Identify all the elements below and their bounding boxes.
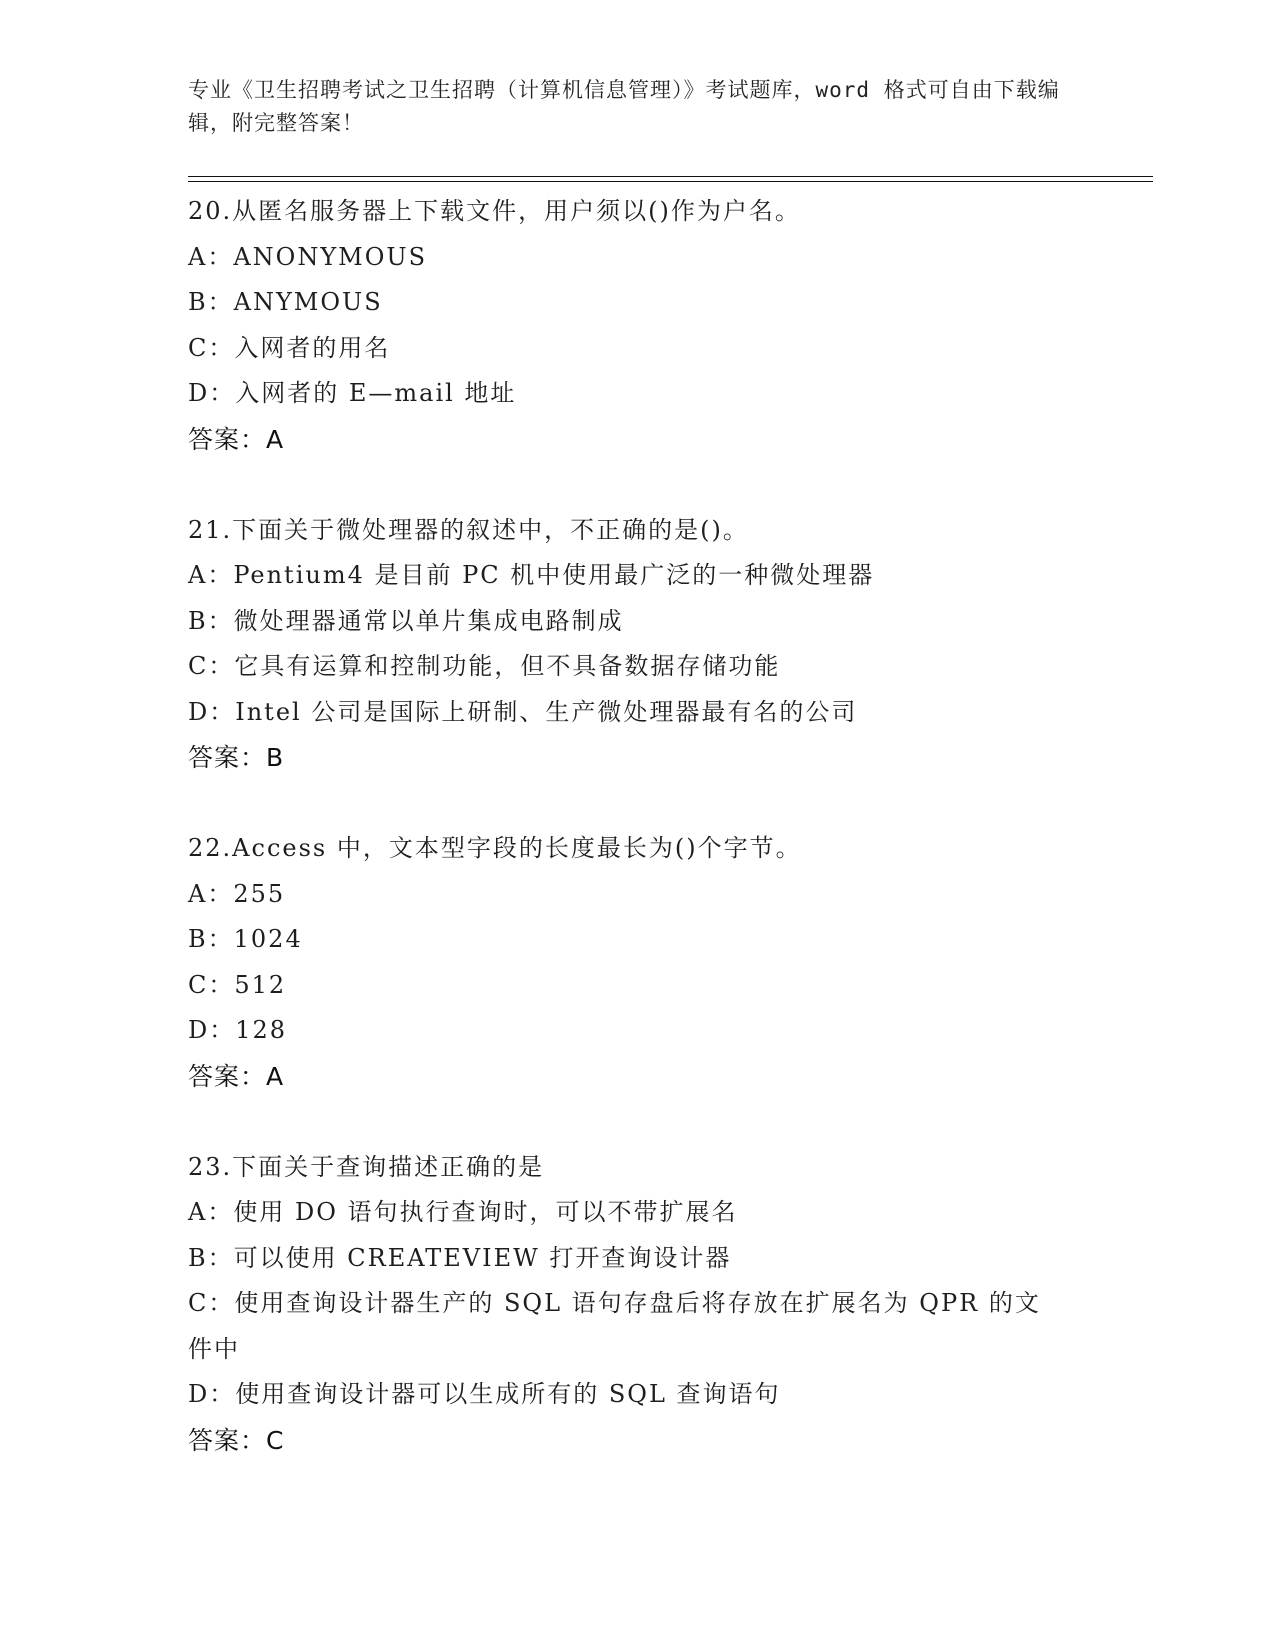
answer-label: 答案：B [188,743,285,772]
question-20 [188,189,1088,462]
answer-label: 答案：A [188,424,285,454]
option-b: B：1024 [188,925,303,953]
option-c: C：使用查询设计器生产的 SQL 语句存盘后将存放在扩展名为 QPR 的文件中 [188,1289,1041,1363]
question-stem: 22.Access 中，文本型字段的长度最长为()个字节。 [188,834,802,862]
option-c: C：入网者的用名 [188,333,391,362]
question-stem: 20.从匿名服务器上下载文件，用户须以()作为户名。 [188,197,801,225]
header-divider-bottom [188,181,1153,182]
option-d: D：入网者的 E—mail 地址 [188,379,517,407]
question-stem: 23.下面关于查询描述正确的是 [188,1152,545,1181]
option-d: D：Intel 公司是国际上研制、生产微处理器最有名的公司 [188,697,858,726]
option-a: A：使用 DO 语句执行查询时，可以不带扩展名 [188,1198,738,1226]
option-a: A：ANONYMOUS [188,242,428,271]
question-22 [188,826,1088,1099]
option-d: D：使用查询设计器可以生成所有的 SQL 查询语句 [188,1380,781,1408]
question-21 [188,508,1088,781]
header-divider-top [188,176,1153,177]
option-c: C：它具有运算和控制功能，但不具备数据存储功能 [188,652,781,680]
option-b: B：可以使用 CREATEVIEW 打开查询设计器 [188,1243,732,1272]
document-header: 专业《卫生招聘考试之卫生招聘（计算机信息管理）》考试题库，word 格式可自由下载编辑，附完整答案！ [188,78,1060,135]
option-c: C：512 [188,970,287,999]
answer-label: 答案：C [188,1425,285,1455]
option-b: B：微处理器通常以单片集成电路制成 [188,606,624,635]
question-23 [188,1145,1088,1463]
option-a: A：Pentium4 是目前 PC 机中使用最广泛的一种微处理器 [188,561,875,589]
option-b: B：ANYMOUS [188,288,383,316]
answer-label: 答案：A [188,1061,285,1091]
question-list [188,189,1088,1509]
question-stem: 21.下面关于微处理器的叙述中，不正确的是()。 [188,515,749,544]
option-a: A：255 [188,879,286,908]
option-d: D：128 [188,1016,288,1044]
